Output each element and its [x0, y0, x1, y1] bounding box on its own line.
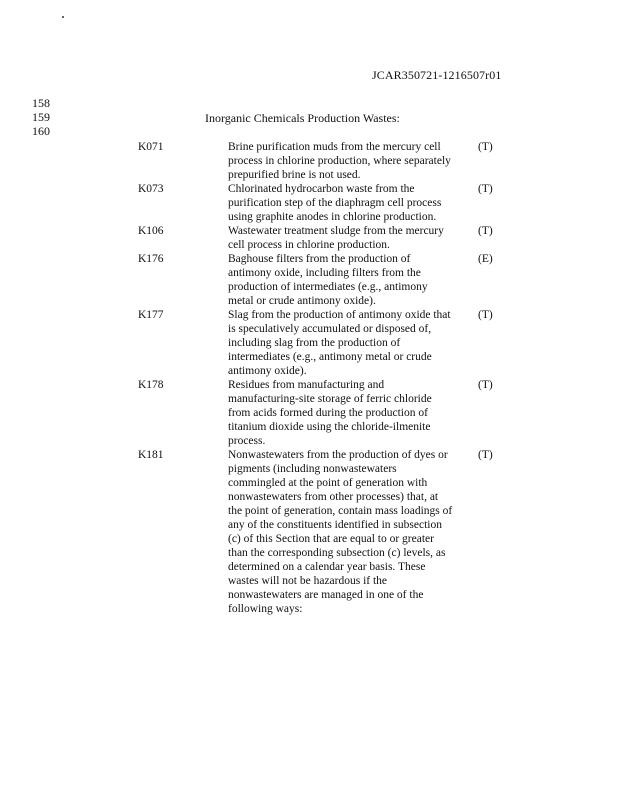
- description-line: any of the constituents identified in subsection: [228, 519, 442, 531]
- waste-description: [228, 182, 466, 224]
- description-line: intermediates (e.g., antimony metal or crude: [228, 351, 432, 363]
- hazard-code: (T): [478, 141, 493, 153]
- description-line: including slag from the production of: [228, 337, 401, 349]
- line-number: 158: [32, 96, 50, 110]
- description-line: purification step of the diaphragm cell process: [228, 197, 442, 209]
- waste-code: K177: [138, 309, 164, 321]
- hazard-code: (E): [478, 253, 493, 265]
- description-line: determined on a calendar year basis. These: [228, 561, 426, 573]
- waste-code: K178: [138, 379, 164, 391]
- waste-entry: [0, 140, 619, 182]
- waste-entries-table: [0, 140, 619, 616]
- waste-description: [228, 308, 466, 378]
- description-line: the point of generation, contain mass loadings of: [228, 505, 453, 517]
- section-heading: Inorganic Chemicals Production Wastes:: [205, 111, 400, 125]
- description-line: commingled at the point of generation with: [228, 477, 428, 489]
- description-line: Slag from the production of antimony oxide that: [228, 309, 451, 321]
- description-line: cell process in chlorine production.: [228, 239, 390, 251]
- description-line: following ways:: [228, 603, 303, 615]
- description-line: process.: [228, 435, 266, 447]
- description-line: from acids formed during the production of: [228, 407, 428, 419]
- description-line: antimony oxide, including filters from the: [228, 267, 421, 279]
- hazard-code: (T): [478, 449, 493, 461]
- description-line: prepurified brine is not used.: [228, 169, 361, 181]
- waste-description: [228, 140, 466, 182]
- description-line: (c) of this Section that are equal to or greater: [228, 533, 434, 545]
- waste-description: [228, 252, 466, 308]
- waste-entry: [0, 252, 619, 308]
- description-line: titanium dioxide using the chloride-ilmenite: [228, 421, 431, 433]
- waste-code: K106: [138, 225, 164, 237]
- description-line: nonwastewaters from other processes) that, at: [228, 491, 439, 503]
- waste-description: [228, 224, 466, 252]
- hazard-code: (T): [478, 309, 493, 321]
- description-line: Residues from manufacturing and: [228, 379, 385, 391]
- scan-speck: [62, 16, 64, 18]
- waste-description: [228, 448, 466, 616]
- waste-code: K071: [138, 141, 164, 153]
- hazard-code: (T): [478, 183, 493, 195]
- description-line: pigments (including nonwastewaters: [228, 463, 397, 475]
- description-line: manufacturing-site storage of ferric chloride: [228, 393, 432, 405]
- waste-entry: [0, 182, 619, 224]
- description-line: Brine purification muds from the mercury cell: [228, 141, 441, 153]
- line-numbers: [32, 96, 50, 138]
- waste-entry: [0, 308, 619, 378]
- document-id: JCAR350721-1216507r01: [372, 68, 502, 82]
- description-line: process in chlorine production, where separately: [228, 155, 451, 167]
- description-line: than the corresponding subsection (c) levels, as: [228, 547, 446, 559]
- line-number: 159: [32, 110, 50, 124]
- hazard-code: (T): [478, 379, 493, 391]
- description-line: is speculatively accumulated or disposed of,: [228, 323, 432, 335]
- waste-code: K176: [138, 253, 164, 265]
- waste-code: K181: [138, 449, 164, 461]
- description-line: Chlorinated hydrocarbon waste from the: [228, 183, 415, 195]
- description-line: using graphite anodes in chlorine production.: [228, 211, 437, 223]
- waste-description: [228, 378, 466, 448]
- line-number: 160: [32, 124, 50, 138]
- description-line: Baghouse filters from the production of: [228, 253, 411, 265]
- waste-entry: [0, 448, 619, 616]
- description-line: Nonwastewaters from the production of dyes or: [228, 449, 448, 461]
- description-line: nonwastewaters are managed in one of the: [228, 589, 424, 601]
- description-line: metal or crude antimony oxide).: [228, 295, 376, 307]
- waste-entry: [0, 224, 619, 252]
- description-line: production of intermediates (e.g., antimony: [228, 281, 428, 293]
- description-line: wastes will not be hazardous if the: [228, 575, 388, 587]
- waste-entry: [0, 378, 619, 448]
- waste-code: K073: [138, 183, 164, 195]
- description-line: antimony oxide).: [228, 365, 307, 377]
- hazard-code: (T): [478, 225, 493, 237]
- description-line: Wastewater treatment sludge from the mercury: [228, 225, 444, 237]
